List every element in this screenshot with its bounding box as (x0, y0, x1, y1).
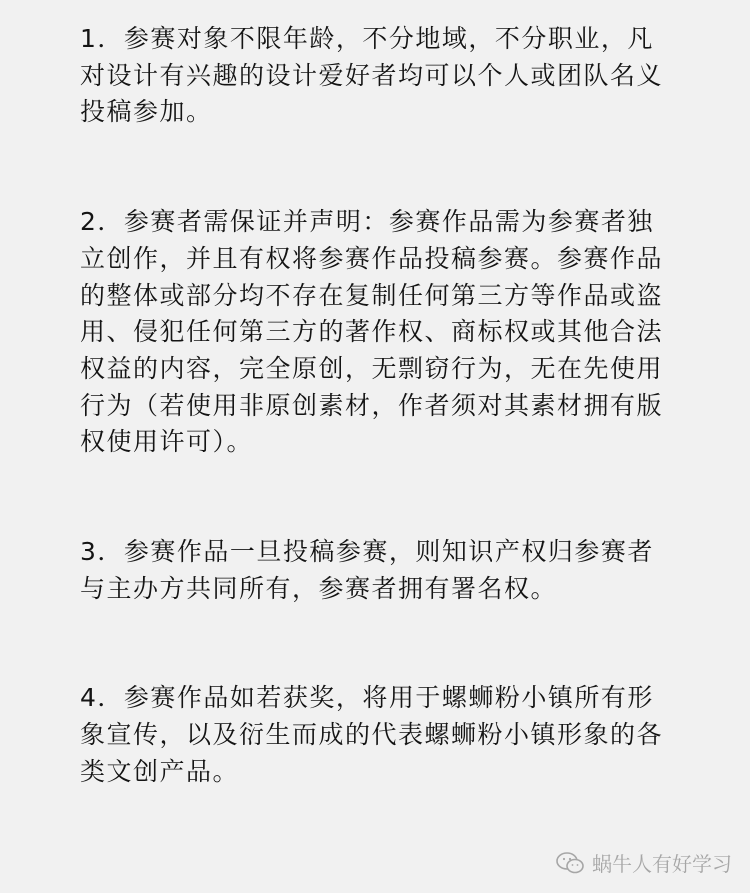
rule-paragraph-4: 4．参赛作品如若获奖，将用于螺蛳粉小镇所有形象宣传，以及衍生而成的代表螺蛳粉小镇形象的各类文创产品。 (80, 683, 664, 786)
rules-document (80, 21, 680, 791)
rule-paragraph-1: 1．参赛对象不限年龄，不分地域，不分职业，凡对设计有兴趣的设计爱好者均可以个人或团队名义投稿参加。 (80, 24, 664, 127)
rule-paragraph-3: 3．参赛作品一旦投稿参赛，则知识产权归参赛者与主办方共同所有，参赛者拥有署名权。 (80, 537, 654, 603)
watermark-text: 蜗牛人有好学习 (592, 852, 732, 876)
wechat-icon (556, 851, 586, 875)
watermark (556, 848, 732, 877)
rule-paragraph-2: 2．参赛者需保证并声明：参赛作品需为参赛者独立创作，并且有权将参赛作品投稿参赛。参赛作品的整体或部分均不存在复制任何第三方等作品或盗用、侵犯任何第三方的著作权、商标权或其他合法权益的内容，完全原创，无剽窃行为，无在先使用行为（若使用非原创素材，作者须对其素材拥有版权使用许可）。 (80, 207, 664, 457)
